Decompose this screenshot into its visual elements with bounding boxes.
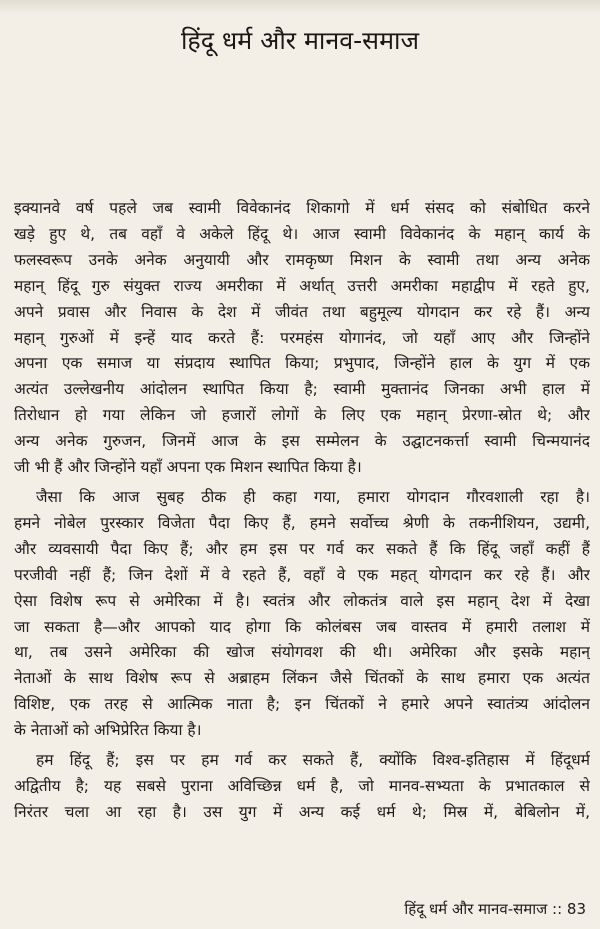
chapter-title: हिंदू धर्म और मानव-समाज xyxy=(180,25,420,55)
text-line: खड़े हुए थे, तब वहाँ वे अकेले हिंदू थे। आज स्वामी विवेकानंद के महान् कार्य के xyxy=(14,224,590,243)
text-line: विशिष्ट, एक तरह से आत्मिक नाता है; इन चिंतकों ने हमारे अपने स्वातंत्र्य आंदोलन xyxy=(14,695,590,714)
text-line: महान् गुरुओं में इन्हें याद करते हैं: परमहंस योगानंद, जो यहाँ आए और जिन्होंने xyxy=(14,328,590,347)
text-line: परजीवी नहीं हैं; जिन देशों में वे रहते हैं, वहाँ वे एक महत् योगदान कर रहे हैं। और xyxy=(14,565,590,584)
page-top-edge xyxy=(0,0,600,14)
text-line: फलस्वरूप उनके अनेक अनुयायी और रामकृष्ण मिशन के स्वामी तथा अन्य अनेक xyxy=(14,250,590,269)
text-line: अपने प्रवास और निवास के देश में जीवंत तथा बहुमूल्य योगदान कर रहे हैं। अन्य xyxy=(14,302,590,321)
page-number: 83 xyxy=(566,900,586,918)
text-line: निरंतर चला आ रहा है। उस युग में अन्य कई धर्म थे; मिस्र में, बेबिलोन में, xyxy=(14,802,590,821)
text-line: अद्वितीय है; यह सबसे पुराना अविच्छिन्न धर्म है, जो मानव-सभ्यता के प्रभातकाल से xyxy=(14,776,590,795)
text-line: इक्यानवे वर्ष पहले जब स्वामी विवेकानंद शिकागो में धर्म संसद को संबोधित करने xyxy=(14,199,590,217)
paragraph-2 xyxy=(14,485,590,744)
text-line: जा सकता है—और आपको याद होगा कि कोलंबस जब वास्तव में हमारी तलाश में xyxy=(14,617,590,636)
page-footer xyxy=(404,898,586,920)
footer-separator: :: xyxy=(552,900,563,918)
text-line: महान् हिंदू गुरु संयुक्त राज्य अमरीका में अर्थात् उत्तरी अमरीका महाद्वीप में रहते हुए, xyxy=(14,276,590,295)
text-line: ऐसा विशेष रूप से अमेरिका में है। स्वतंत्र और लोकतंत्र वाले इस महान् देश में देखा xyxy=(14,591,590,610)
text-line: नेताओं के साथ विशेष रूप से अब्राहम लिंकन जैसे चिंतकों के साथ हमारा एक अत्यंत xyxy=(14,669,590,688)
text-line: अत्यंत उल्लेखनीय आंदोलन स्थापित किया है; स्वामी मुक्तानंद जिनका अभी हाल में xyxy=(14,380,590,399)
text-line: अन्य अनेक गुरुजन, जिनमें आज के इस सम्मेलन के उद्घाटनकर्त्ता स्वामी चिन्मयानंद xyxy=(14,432,590,451)
body-text xyxy=(14,196,590,826)
text-line: जी भी हैं और जिन्होंने यहाँ अपना एक मिशन स्थापित किया है। xyxy=(14,458,362,477)
text-line: था, तब उसने अमेरिका की खोज संयोगवश की थी। अमेरिका और इसके महान् xyxy=(14,643,590,662)
paragraph-3 xyxy=(14,748,590,826)
paragraph-1 xyxy=(14,196,590,481)
running-title: हिंदू धर्म और मानव-समाज xyxy=(404,900,548,918)
text-line: और व्यवसायी पैदा किए हैं; और हम इस पर गर्व कर सकते हैं कि हिंदू जहाँ कहीं हैं xyxy=(14,539,590,558)
text-line: हम हिंदू हैं; इस पर हम गर्व कर सकते हैं, क्योंकि विश्व-इतिहास में हिंदूधर्म xyxy=(36,751,590,770)
text-line: तिरोधान हो गया लेकिन जो हजारों लोगों के लिए एक महान् प्रेरणा-स्रोत थे; और xyxy=(14,406,590,425)
text-line: अपना एक समाज या संप्रदाय स्थापित किया; प्रभुपाद, जिन्होंने हाल के युग में एक xyxy=(14,354,590,373)
text-line: जैसा कि आज सुबह ठीक ही कहा गया, हमारा योगदान गौरवशाली रहा है। xyxy=(36,487,590,506)
text-line: के नेताओं को अभिप्रेरित किया है। xyxy=(14,721,202,740)
text-line: हमने नोबेल पुरस्कार विजेता पैदा किए हैं, हमने सर्वोच्च श्रेणी के तकनीशियन, उद्यमी, xyxy=(14,513,590,532)
